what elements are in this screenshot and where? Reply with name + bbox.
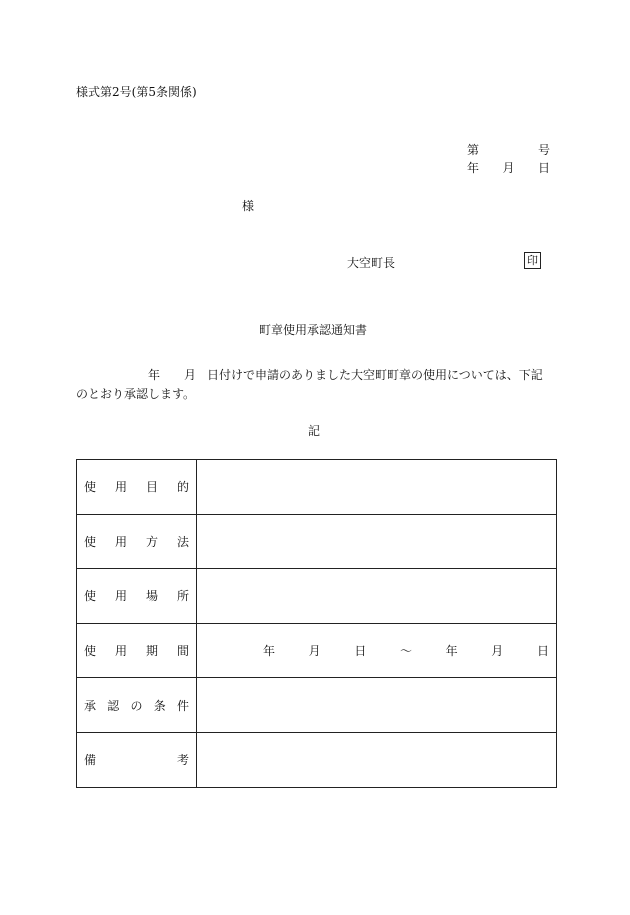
row-value[interactable] bbox=[197, 732, 557, 787]
label-char: 件 bbox=[176, 698, 189, 713]
table-row bbox=[77, 460, 557, 515]
label-char: 条 bbox=[153, 698, 166, 713]
label-char: 考 bbox=[176, 753, 189, 768]
table-row bbox=[77, 569, 557, 624]
label-char: 用 bbox=[114, 644, 127, 659]
addressee-honorific: 様 bbox=[242, 199, 255, 213]
label-char: 的 bbox=[176, 480, 189, 495]
document-number-line bbox=[467, 143, 550, 157]
row-label bbox=[77, 623, 197, 678]
row-label bbox=[77, 678, 197, 733]
label-char: 場 bbox=[145, 589, 158, 604]
label-char: 用 bbox=[114, 480, 127, 495]
table-row bbox=[77, 514, 557, 569]
number-prefix: 第 bbox=[467, 143, 480, 157]
label-char: 使 bbox=[84, 644, 97, 659]
period-char: 年 bbox=[445, 644, 458, 659]
label-char: 期 bbox=[145, 644, 158, 659]
period-char: 月 bbox=[491, 644, 504, 659]
table-row bbox=[77, 678, 557, 733]
period-char: 日 bbox=[536, 644, 549, 659]
number-suffix: 号 bbox=[537, 143, 550, 157]
body-text: 日付けで申請のありました大空町町章の使用については、下記 bbox=[207, 368, 543, 382]
period-range bbox=[197, 642, 556, 659]
sender-name: 大空町長 bbox=[347, 256, 396, 270]
body-year: 年 bbox=[148, 368, 161, 382]
label-char: 方 bbox=[145, 534, 158, 549]
body-month: 月 bbox=[184, 368, 197, 382]
label-char: 使 bbox=[84, 589, 97, 604]
label-char: 用 bbox=[114, 534, 127, 549]
table-row bbox=[77, 623, 557, 678]
table-row bbox=[77, 732, 557, 787]
row-label bbox=[77, 569, 197, 624]
period-char: 〜 bbox=[399, 644, 412, 659]
row-label bbox=[77, 732, 197, 787]
label-char: 使 bbox=[84, 534, 97, 549]
issue-date-line bbox=[467, 161, 550, 175]
details-table bbox=[76, 459, 557, 788]
label-char: 所 bbox=[176, 589, 189, 604]
row-label bbox=[77, 460, 197, 515]
label-char: 備 bbox=[84, 753, 97, 768]
label-char: 用 bbox=[114, 589, 127, 604]
body-line-2: のとおり承認します。 bbox=[76, 387, 196, 401]
period-char: 月 bbox=[308, 644, 321, 659]
label-char: の bbox=[130, 698, 143, 713]
period-char: 日 bbox=[354, 644, 367, 659]
label-char: 間 bbox=[176, 644, 189, 659]
period-char: 年 bbox=[263, 644, 276, 659]
row-label bbox=[77, 514, 197, 569]
seal-stamp: 印 bbox=[524, 252, 541, 269]
row-value[interactable] bbox=[197, 514, 557, 569]
date-year: 年 bbox=[467, 161, 480, 175]
label-char: 使 bbox=[84, 480, 97, 495]
row-value[interactable] bbox=[197, 569, 557, 624]
label-char: 目 bbox=[145, 480, 158, 495]
ki-heading: 記 bbox=[308, 424, 321, 438]
document-title: 町章使用承認通知書 bbox=[259, 323, 368, 337]
row-value[interactable] bbox=[197, 623, 557, 678]
row-value[interactable] bbox=[197, 678, 557, 733]
label-char: 認 bbox=[107, 698, 120, 713]
label-char: 承 bbox=[84, 698, 97, 713]
row-value[interactable] bbox=[197, 460, 557, 515]
form-id: 様式第2号(第5条関係) bbox=[76, 85, 197, 99]
date-month: 月 bbox=[502, 161, 515, 175]
date-day: 日 bbox=[537, 161, 550, 175]
label-char: 法 bbox=[176, 534, 189, 549]
